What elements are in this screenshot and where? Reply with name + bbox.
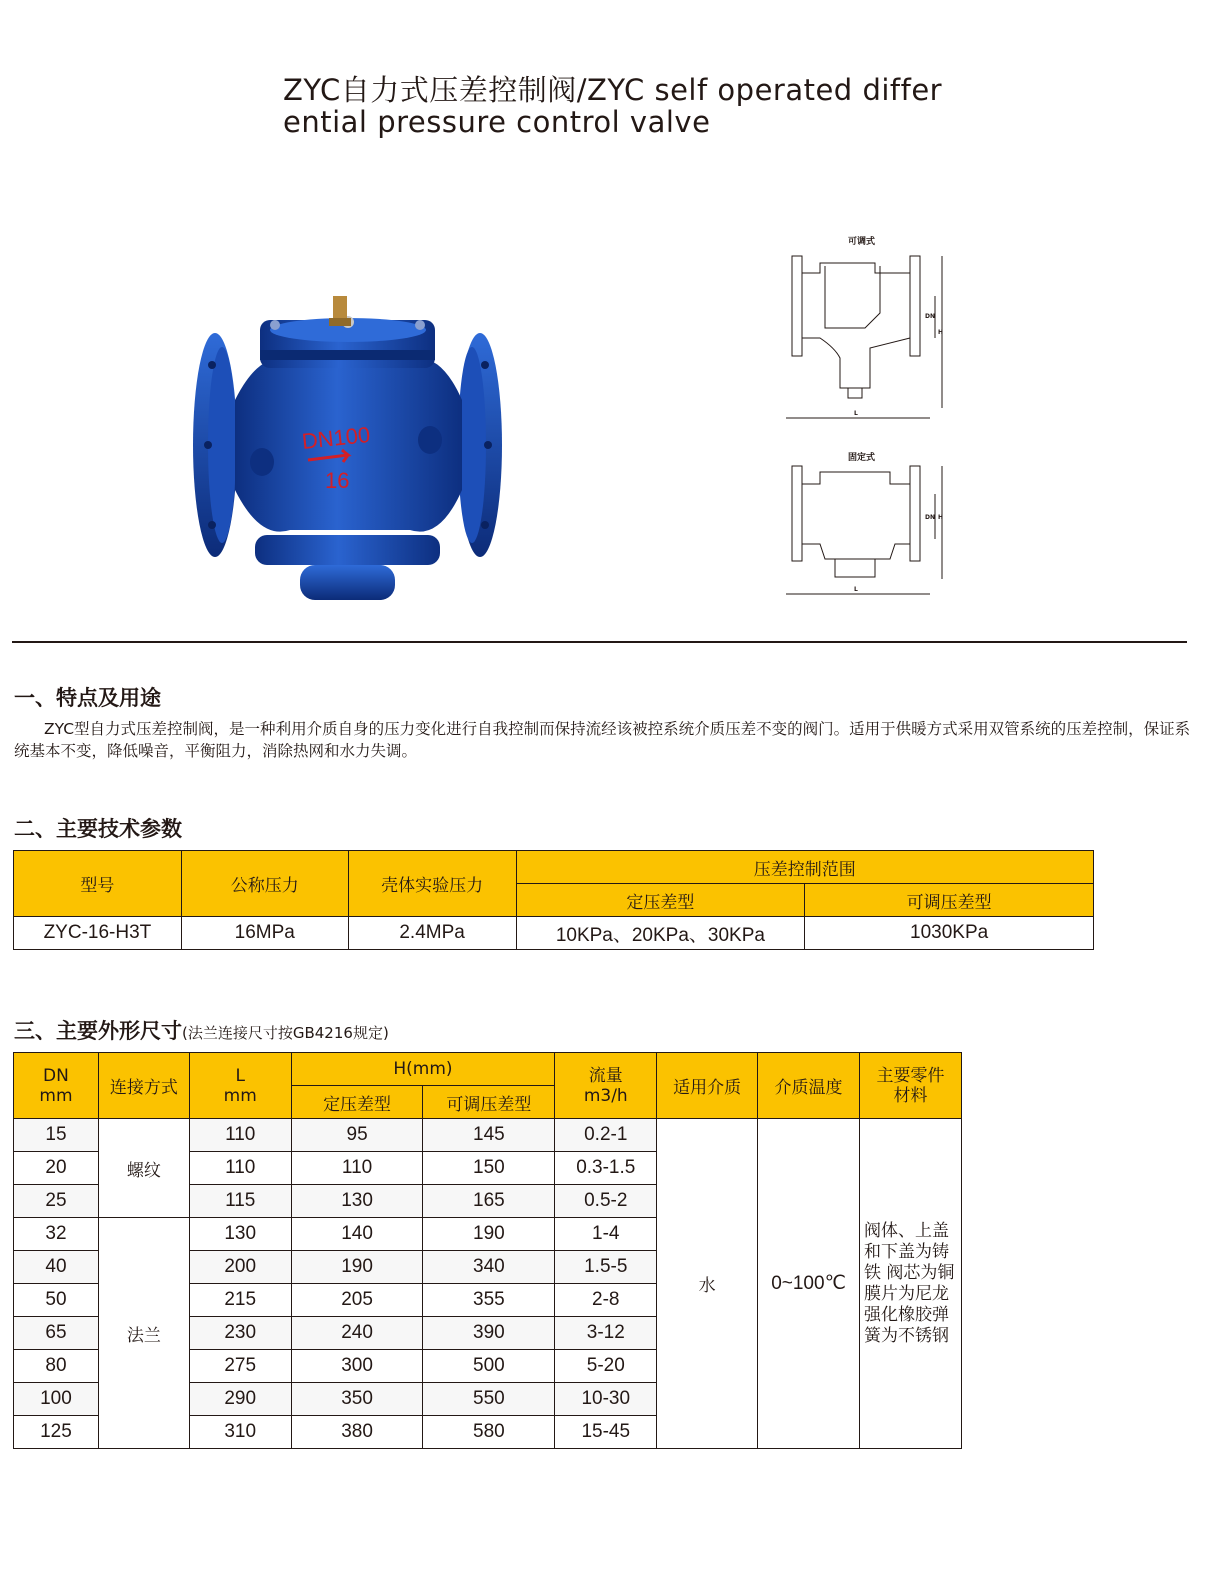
th-adjustable-type: 可调压差型 bbox=[805, 884, 1094, 917]
cell-connection-flange: 法兰 bbox=[98, 1218, 189, 1449]
cell-l: 110 bbox=[189, 1152, 291, 1185]
cell-l: 215 bbox=[189, 1284, 291, 1317]
section3-note: (法兰连接尺寸按GB4216规定) bbox=[182, 1024, 389, 1042]
cell-h-adjustable: 500 bbox=[423, 1350, 555, 1383]
cell-h-adjustable: 390 bbox=[423, 1317, 555, 1350]
cell-dn: 50 bbox=[14, 1284, 99, 1317]
drawing-fixed-dim-h: H bbox=[938, 514, 944, 521]
cell-dn: 32 bbox=[14, 1218, 99, 1251]
cell-h-fixed: 240 bbox=[291, 1317, 423, 1350]
tech-params-table bbox=[13, 850, 1094, 950]
table-row bbox=[14, 1119, 962, 1152]
cell-flow: 1.5-5 bbox=[555, 1251, 657, 1284]
th-fixed-type: 定压差型 bbox=[516, 884, 805, 917]
cell-h-adjustable: 340 bbox=[423, 1251, 555, 1284]
cell-flow: 3-12 bbox=[555, 1317, 657, 1350]
cell-dn: 100 bbox=[14, 1383, 99, 1416]
th-dn bbox=[14, 1053, 99, 1119]
drawing-adjustable-dim-dn: DN bbox=[925, 313, 936, 320]
cell-h-fixed: 140 bbox=[291, 1218, 423, 1251]
cell-h-adjustable: 550 bbox=[423, 1383, 555, 1416]
cell-flow: 0.5-2 bbox=[555, 1185, 657, 1218]
drawing-adjustable-dim-h: H bbox=[938, 329, 944, 336]
cell-dn: 80 bbox=[14, 1350, 99, 1383]
cell-l: 115 bbox=[189, 1185, 291, 1218]
cell-l: 230 bbox=[189, 1317, 291, 1350]
page-title bbox=[283, 74, 983, 138]
page-title-line-1: ZYC自力式压差控制阀/ZYC self operated differ bbox=[283, 73, 943, 107]
drawing-fixed-caption: 固定式 bbox=[848, 453, 876, 463]
cell-h-fixed: 110 bbox=[291, 1152, 423, 1185]
section1-heading: 一、特点及用途 bbox=[14, 686, 161, 710]
cell-h-fixed: 95 bbox=[291, 1119, 423, 1152]
th-l bbox=[189, 1053, 291, 1119]
cell-flow: 0.3-1.5 bbox=[555, 1152, 657, 1185]
cell-flow: 2-8 bbox=[555, 1284, 657, 1317]
cell-shell-test-pressure: 2.4MPa bbox=[348, 917, 516, 950]
th-nominal-pressure: 公称压力 bbox=[181, 851, 348, 917]
cell-l: 310 bbox=[189, 1416, 291, 1449]
section1-text: ZYC型自力式压差控制阀，是一种利用介质自身的压力变化进行自我控制而保持流经该被控系统介质压差不变的阀门。适用于供暖方式采用双管系统的压差控制，保证系统基本不变，降低噪音，平衡阻力，消除热网和水力失调。 bbox=[14, 720, 1191, 760]
th-shell-test-pressure: 壳体实验压力 bbox=[348, 851, 516, 917]
cell-medium: 水 bbox=[657, 1119, 758, 1449]
cell-connection-thread: 螺纹 bbox=[98, 1119, 189, 1218]
valve-product-photo bbox=[190, 290, 510, 610]
drawing-fixed-dim-l: L bbox=[854, 586, 858, 593]
th-materials: 主要零件材料 bbox=[860, 1053, 962, 1119]
th-medium: 适用介质 bbox=[657, 1053, 758, 1119]
cell-l: 130 bbox=[189, 1218, 291, 1251]
cell-adjustable-type: 1030KPa bbox=[805, 917, 1094, 950]
page-title-line-2: ential pressure control valve bbox=[283, 105, 711, 139]
cell-flow: 10-30 bbox=[555, 1383, 657, 1416]
section3-heading bbox=[14, 1015, 389, 1045]
cell-fixed-type: 10KPa、20KPa、30KPa bbox=[516, 917, 805, 950]
section3-heading-text: 三、主要外形尺寸 bbox=[14, 1019, 182, 1043]
cell-h-adjustable: 165 bbox=[423, 1185, 555, 1218]
th-h-fixed: 定压差型 bbox=[291, 1086, 423, 1119]
cell-materials: 阀体、上盖和下盖为铸铁 阀芯为铜膜片为尼龙强化橡胶弹簧为不锈钢 bbox=[860, 1119, 962, 1449]
cell-h-fixed: 300 bbox=[291, 1350, 423, 1383]
cell-flow: 15-45 bbox=[555, 1416, 657, 1449]
cell-h-adjustable: 150 bbox=[423, 1152, 555, 1185]
cell-h-fixed: 130 bbox=[291, 1185, 423, 1218]
drawing-adjustable bbox=[780, 228, 960, 428]
th-h: H(mm) bbox=[291, 1053, 555, 1086]
cell-flow: 1-4 bbox=[555, 1218, 657, 1251]
th-flow-unit: m3/h bbox=[583, 1085, 628, 1106]
drawing-fixed bbox=[780, 444, 960, 604]
dimensions-table-body bbox=[14, 1119, 962, 1449]
th-flow-label: 流量 bbox=[588, 1065, 623, 1086]
th-connection: 连接方式 bbox=[98, 1053, 189, 1119]
cell-dn: 40 bbox=[14, 1251, 99, 1284]
drawing-adjustable-lines bbox=[780, 228, 960, 428]
section2-heading: 二、主要技术参数 bbox=[14, 817, 182, 841]
th-temperature: 介质温度 bbox=[758, 1053, 860, 1119]
cell-h-fixed: 205 bbox=[291, 1284, 423, 1317]
cell-nominal-pressure: 16MPa bbox=[181, 917, 348, 950]
drawing-adjustable-dim-l: L bbox=[854, 410, 858, 417]
cell-flow: 5-20 bbox=[555, 1350, 657, 1383]
th-h-adjustable: 可调压差型 bbox=[423, 1086, 555, 1119]
dimensions-table bbox=[13, 1052, 962, 1449]
table-row bbox=[14, 917, 1094, 950]
cell-flow: 0.2-1 bbox=[555, 1119, 657, 1152]
cell-h-fixed: 350 bbox=[291, 1383, 423, 1416]
cell-h-fixed: 190 bbox=[291, 1251, 423, 1284]
cell-dn: 25 bbox=[14, 1185, 99, 1218]
section-divider bbox=[12, 641, 1187, 643]
cell-dn: 15 bbox=[14, 1119, 99, 1152]
drawing-adjustable-caption: 可调式 bbox=[848, 237, 876, 247]
cell-dn: 20 bbox=[14, 1152, 99, 1185]
th-l-unit: mm bbox=[223, 1085, 257, 1106]
th-model: 型号 bbox=[14, 851, 182, 917]
cell-h-fixed: 380 bbox=[291, 1416, 423, 1449]
cell-l: 290 bbox=[189, 1383, 291, 1416]
cell-h-adjustable: 190 bbox=[423, 1218, 555, 1251]
drawing-fixed-lines bbox=[780, 444, 960, 604]
th-l-label: L bbox=[235, 1065, 245, 1086]
cell-dn: 65 bbox=[14, 1317, 99, 1350]
th-flow bbox=[555, 1053, 657, 1119]
cell-h-adjustable: 580 bbox=[423, 1416, 555, 1449]
cell-l: 110 bbox=[189, 1119, 291, 1152]
valve-marking-pressure: 16 bbox=[325, 468, 350, 493]
cell-l: 200 bbox=[189, 1251, 291, 1284]
cell-h-adjustable: 145 bbox=[423, 1119, 555, 1152]
cell-temperature: 0~100℃ bbox=[758, 1119, 860, 1449]
valve-marking-size: DN100 bbox=[300, 421, 372, 454]
cell-dn: 125 bbox=[14, 1416, 99, 1449]
cell-h-adjustable: 355 bbox=[423, 1284, 555, 1317]
cell-l: 275 bbox=[189, 1350, 291, 1383]
cell-model: ZYC-16-H3T bbox=[14, 917, 182, 950]
th-dn-unit: mm bbox=[39, 1085, 73, 1106]
th-pressure-range: 压差控制范围 bbox=[516, 851, 1093, 884]
drawing-fixed-dim-dn: DN bbox=[925, 514, 936, 521]
th-dn-label: DN bbox=[43, 1065, 69, 1086]
